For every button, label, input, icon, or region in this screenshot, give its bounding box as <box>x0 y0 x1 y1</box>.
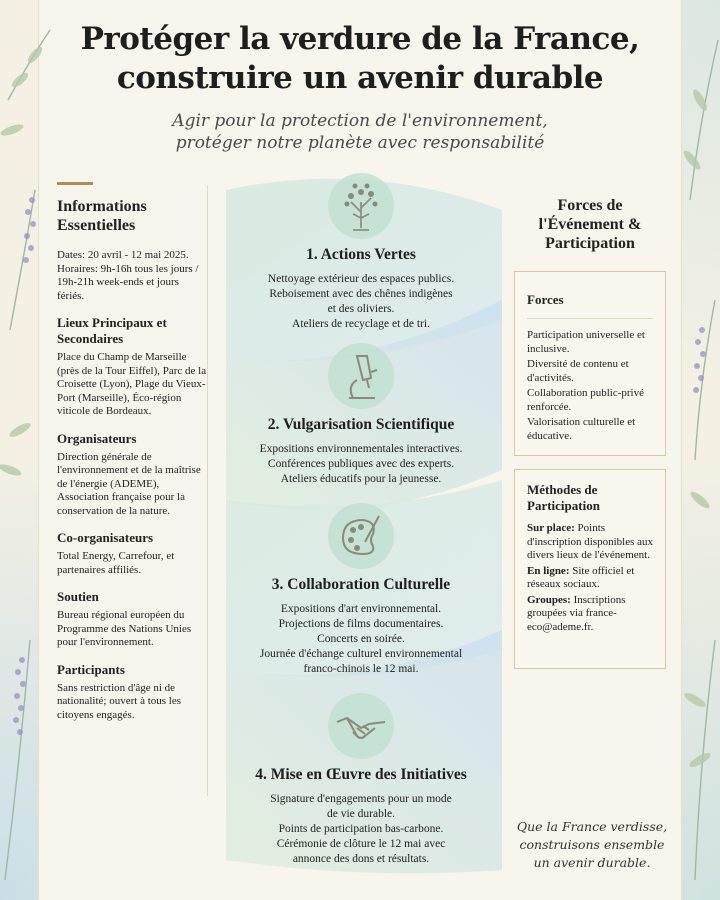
section-1-line-4: Ateliers de recyclage et de tri. <box>292 318 430 330</box>
title-line-1: Protéger la verdure de la France, <box>80 21 640 57</box>
section-vulgarisation <box>230 342 492 487</box>
closing-quote <box>512 818 672 872</box>
force-item: Collaboration public-privé renforcée. <box>527 387 644 413</box>
gold-divider <box>57 182 93 185</box>
en-ligne-label: En ligne: <box>527 564 570 577</box>
forces-heading: Forces de l'Événement & Participation <box>538 197 642 252</box>
soutien-title: Soutien <box>57 589 99 604</box>
palette-icon <box>327 502 395 570</box>
section-2-line-1: Expositions environnementales interactives. <box>259 443 463 455</box>
methodes-box <box>514 469 666 669</box>
section-4-line-3: Points de participation bas-carbone. <box>278 823 444 835</box>
page-title <box>0 20 720 98</box>
en-ligne-text <box>527 565 665 592</box>
participants-text: Sans restriction d'âge ni de nationalité; ouvert à tous les citoyens engagés. <box>57 681 182 721</box>
section-mise-en-oeuvre <box>230 692 492 867</box>
section-4-line-5: annonce des dons et résultats. <box>292 853 430 865</box>
quote-line-2: construisons ensemble <box>519 837 665 852</box>
methodes-title: Méthodes de Participation <box>527 482 600 513</box>
force-item: Participation universelle et inclusive. <box>527 329 645 355</box>
coorganisateurs-title: Co-organisateurs <box>57 530 154 545</box>
sur-place-text <box>527 522 665 563</box>
tree-icon <box>327 172 395 240</box>
force-item: Diversité de contenu et d'activités. <box>527 358 629 384</box>
section-1-line-2: Reboisement avec des chênes indigènes <box>269 288 453 300</box>
section-3-line-1: Expositions d'art environnemental. <box>280 603 442 615</box>
column-divider <box>207 186 208 796</box>
section-2-line-2: Conférences publiques avec des experts. <box>267 458 455 470</box>
info-column <box>57 182 207 734</box>
section-title-4: 4. Mise en Œuvre des Initiatives <box>255 766 467 783</box>
section-1-line-1: Nettoyage extérieur des espaces publics. <box>267 273 455 285</box>
section-title-3: 3. Collaboration Culturelle <box>271 576 451 593</box>
forces-box <box>514 271 666 456</box>
section-2-line-3: Ateliers éducatifs pour la jeunesse. <box>280 473 442 485</box>
subtitle-line-2: protéger notre planète avec responsabilité <box>175 133 545 153</box>
groupes-text <box>527 594 665 635</box>
groupes-label: Groupes: <box>527 593 571 606</box>
section-3-line-3: Concerts en soirée. <box>317 633 405 645</box>
participants-title: Participants <box>57 661 125 677</box>
sur-place-detail: Points d'inscription disponibles aux divers lieux de l'événement. <box>527 522 654 561</box>
section-3-line-4: Journée d'échange culturel environnemental <box>259 648 463 660</box>
organisateurs-title: Organisateurs <box>57 430 137 446</box>
section-3-line-2: Projections de films documentaires. <box>278 618 444 630</box>
section-3-line-5: franco-chinois le 12 mai. <box>303 663 419 675</box>
lieux-text: Place du Champ de Marseille (près de la Tour Eiffel), Parc de la Croisette (Lyon), Plage du Vieux-Port (Marseille), Éco-région viticole de Bordeaux. <box>57 351 207 417</box>
info-dates: Dates: 20 avril - 12 mai 2025. Horaires: 9h-16h tous les jours / 19h-21h week-ends et jours fériés. <box>57 249 199 302</box>
info-heading: Informations Essentielles <box>57 198 147 234</box>
en-ligne-detail: Site officiel et réseaux sociaux. <box>527 564 635 590</box>
section-4-line-2: de vie durable. <box>326 808 395 820</box>
section-actions-vertes <box>230 172 492 332</box>
handshake-icon <box>327 692 395 760</box>
force-item: Valorisation culturelle et éducative. <box>527 416 636 442</box>
lieux-title: Lieux Principaux et Secondaires <box>57 315 167 346</box>
sur-place-label: Sur place: <box>527 522 575 534</box>
soutien-text: Bureau régional européen du Programme des Nations Unies pour l'environnement. <box>57 609 192 648</box>
subtitle-line-1: Agir pour la protection de l'environnement, <box>172 111 548 131</box>
section-title-2: 2. Vulgarisation Scientifique <box>267 416 455 433</box>
title-line-2: construire un avenir durable <box>116 60 604 96</box>
section-1-line-3: et des oliviers. <box>327 303 395 315</box>
coorganisateurs-text: Total Energy, Carrefour, et partenaires affiliés. <box>57 550 175 576</box>
groupes-detail: Inscriptions groupées via france-eco@ademe.fr. <box>527 593 626 633</box>
page-subtitle <box>0 110 720 154</box>
quote-line-1: Que la France verdisse, <box>516 819 668 834</box>
quote-line-3: un avenir durable. <box>533 855 651 870</box>
forces-title: Forces <box>527 292 564 307</box>
forces-separator <box>527 318 653 319</box>
section-4-line-4: Cérémonie de clôture le 12 mai avec <box>276 838 446 850</box>
organisateurs-text: Direction générale de l'environnement et de la maîtrise de l'énergie (ADEME), Association française pour la conservation de la nature. <box>57 450 201 517</box>
section-title-1: 1. Actions Vertes <box>306 246 416 263</box>
microscope-icon <box>327 342 395 410</box>
section-collaboration <box>230 502 492 677</box>
section-4-line-1: Signature d'engagements pour un mode <box>270 793 452 805</box>
